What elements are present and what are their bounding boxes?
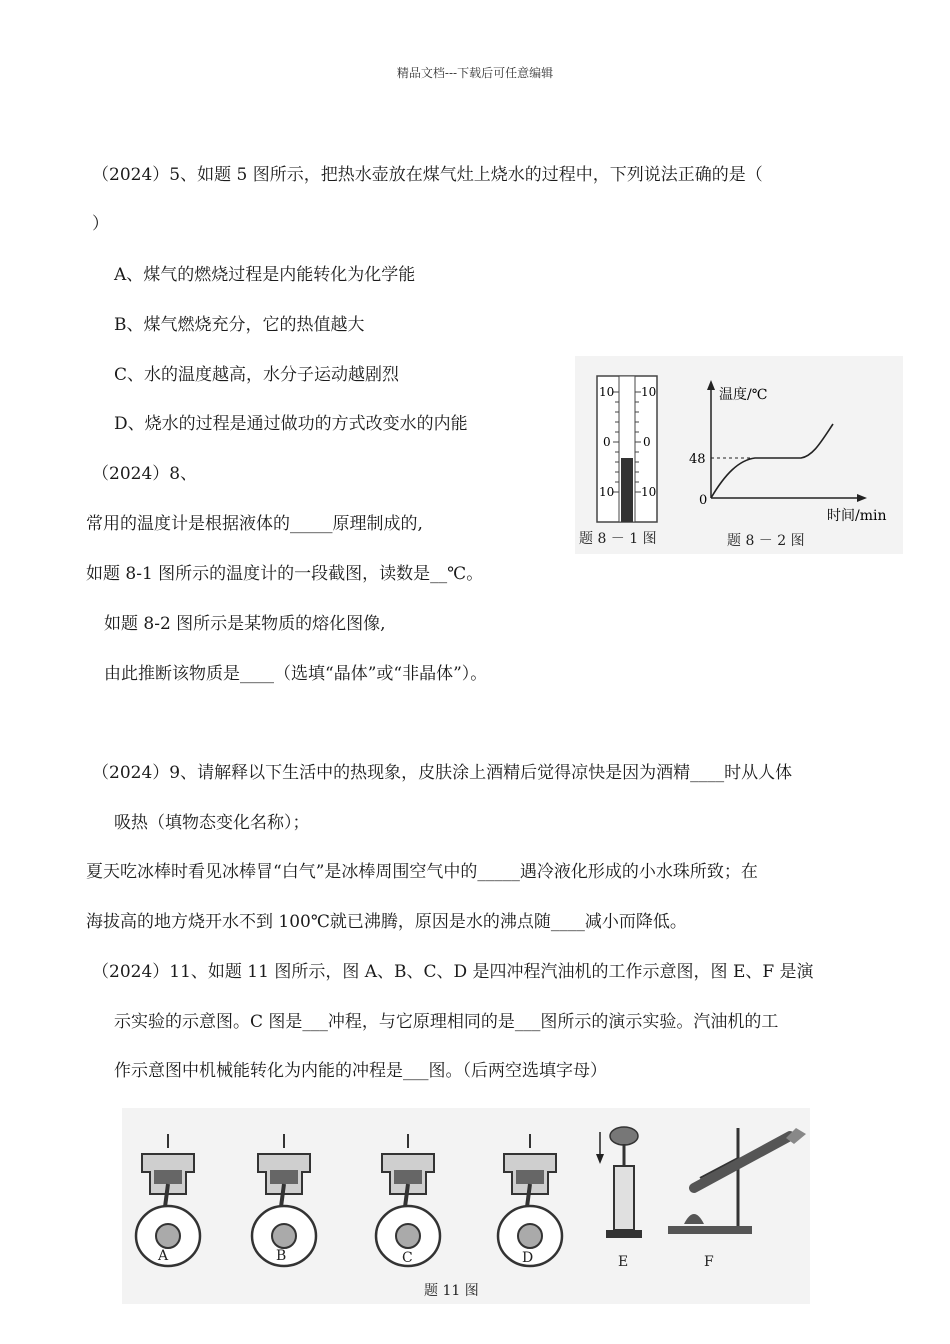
thermometer-liquid <box>621 458 633 522</box>
q11-line2: 示实验的示意图。C 图是___冲程，与它原理相同的是___图所示的演示实验。汽油机的工 <box>114 1012 779 1032</box>
q8-line2: 如题 8-1 图所示的温度计的一段截图，读数是__℃。 <box>86 564 484 584</box>
graph-origin: 0 <box>699 493 708 508</box>
figure-8-1-caption: 题 8 － 1 图 <box>579 531 657 547</box>
figure-8-2-caption: 题 8 － 2 图 <box>727 533 805 549</box>
e-base <box>606 1230 642 1238</box>
graph-y-arrow <box>707 380 715 390</box>
q8-line1: 常用的温度计是根据液体的_____原理制成的, <box>86 514 423 534</box>
q5-option-a: A、煤气的燃烧过程是内能转化为化学能 <box>114 265 416 285</box>
fig11-label-d: D <box>522 1250 534 1266</box>
q11-line3: 作示意图中机械能转化为内能的冲程是___图。（后两空选填字母） <box>114 1061 607 1081</box>
q5-option-b: B、煤气燃烧充分，它的热值越大 <box>114 315 365 335</box>
graph-xlabel: 时间/min <box>827 508 887 524</box>
q9-line4: 海拔高的地方烧开水不到 100℃就已沸腾，原因是水的沸点随____减小而降低。 <box>86 912 687 932</box>
graph-x-arrow <box>857 494 867 502</box>
q9-line1: （2024）9、请解释以下生活中的热现象，皮肤涂上酒精后觉得凉快是因为酒精____时从人体 <box>92 763 793 783</box>
f-base <box>668 1226 752 1234</box>
e-cylinder <box>614 1166 634 1230</box>
figure-8 <box>575 356 903 554</box>
e-handle <box>610 1127 638 1145</box>
q8-line4: 由此推断该物质是____（选填“晶体”或“非晶体”）。 <box>104 664 488 684</box>
q5-stem-line1: （2024）5、如题 5 图所示，把热水壶放在煤气灶上烧水的过程中，下列说法正确的是（ <box>92 165 763 185</box>
figure-11 <box>122 1108 810 1304</box>
q9-line2: 吸热（填物态变化名称）； <box>114 813 310 833</box>
graph-ylabel: 温度/℃ <box>719 387 768 403</box>
q5-option-c: C、水的温度越高，水分子运动越剧烈 <box>114 365 400 385</box>
fig11-label-b: B <box>276 1248 287 1264</box>
f-burner <box>684 1214 704 1224</box>
thermo-right-label-mid: 0 <box>643 435 651 449</box>
fig11-label-e: E <box>618 1254 629 1270</box>
page-header: 精品文档---下载后可任意编辑 <box>396 66 554 80</box>
thermo-right-label-top: 10 <box>641 385 657 399</box>
thermo-left-label-mid: 0 <box>603 435 611 449</box>
f-test-tube <box>694 1136 790 1188</box>
graph-tick-48: 48 <box>689 452 706 467</box>
thermo-right-label-bottom: 10 <box>641 485 657 499</box>
q8-line3: 如题 8-2 图所示是某物质的熔化图像, <box>104 614 386 634</box>
figure-8-drawing <box>575 356 903 554</box>
q5-option-d: D、烧水的过程是通过做功的方式改变水的内能 <box>114 414 468 434</box>
engine-b <box>252 1134 316 1266</box>
e-arrow-head <box>596 1154 604 1164</box>
thermo-left-label-bottom: 10 <box>599 485 615 499</box>
q8-head: （2024）8、 <box>92 464 198 484</box>
figure-11-drawing <box>122 1108 810 1304</box>
q11-line1: （2024）11、如题 11 图所示，图 A、B、C、D 是四冲程汽油机的工作示意图，图 E、F 是演 <box>92 962 814 982</box>
q5-stem-line2: ） <box>92 214 109 234</box>
engine-c <box>376 1134 440 1266</box>
engine-a <box>136 1134 200 1266</box>
q9-line3: 夏天吃冰棒时看见冰棒冒“白气”是冰棒周围空气中的_____遇冷液化形成的小水珠所致；在 <box>86 862 758 882</box>
fig11-label-c: C <box>402 1250 413 1266</box>
figure-11-caption: 题 11 图 <box>424 1283 479 1299</box>
fig11-label-f: F <box>704 1254 714 1270</box>
graph-melting-curve <box>711 424 833 498</box>
thermo-left-label-top: 10 <box>599 385 615 399</box>
fig11-label-a: A <box>158 1248 169 1264</box>
engine-d <box>498 1134 562 1266</box>
